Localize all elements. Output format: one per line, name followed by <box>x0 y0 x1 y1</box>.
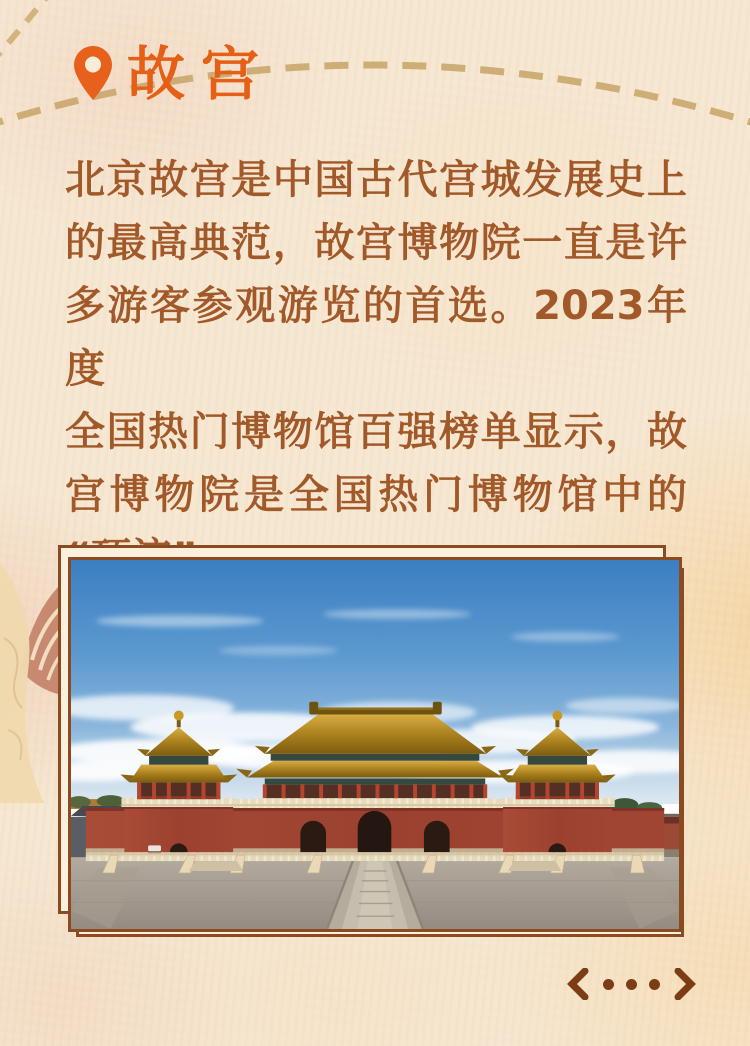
photo-stack <box>58 545 698 947</box>
carousel-dot[interactable] <box>626 979 637 990</box>
article-line: 全国热门博物馆百强榜单显示，故 <box>65 409 687 455</box>
forbidden-city-photo <box>68 557 682 932</box>
article-paragraph <box>65 149 687 590</box>
carousel-dot[interactable] <box>649 979 660 990</box>
chevron-right-icon[interactable] <box>672 968 696 1000</box>
carousel-dots <box>603 979 660 990</box>
page-title: 故宫 <box>127 40 276 108</box>
forbidden-city-photo-art <box>71 560 679 929</box>
carousel-dot[interactable] <box>603 979 614 990</box>
article-line: 多游客参观游览的首选。2023年度 <box>65 283 687 392</box>
article-line: 北京故宫是中国古代宫城发展史上 <box>65 157 687 203</box>
location-pin-icon <box>74 46 112 100</box>
article-line: 的最高典范，故宫博物院一直是许 <box>65 220 687 266</box>
carousel-nav <box>556 963 706 1005</box>
chevron-left-icon[interactable] <box>567 968 591 1000</box>
article-line: 宫博物院是全国热门博物馆中的 <box>65 472 687 518</box>
header <box>74 40 276 108</box>
